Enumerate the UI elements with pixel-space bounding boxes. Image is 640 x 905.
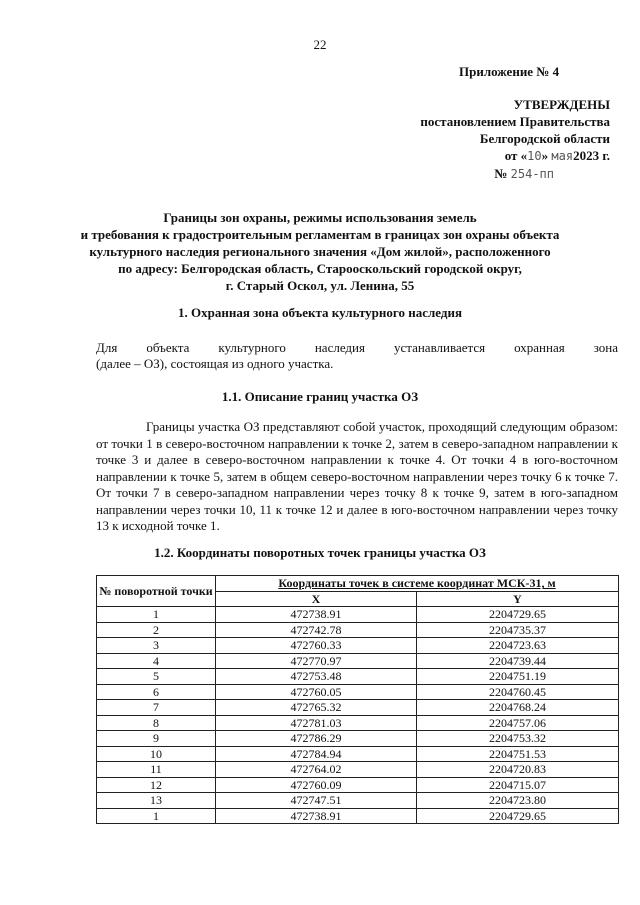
cell-y: 2204751.53: [417, 746, 619, 762]
section-1-paragraph-line-1: Для объекта культурного наследия устанавливается охранная зона: [96, 340, 618, 355]
approval-heading: УТВЕРЖДЕНЫ: [513, 97, 610, 112]
title-line: г. Старый Оскол, ул. Ленина, 55: [225, 278, 415, 293]
cell-point: 4: [97, 653, 216, 669]
cell-point: 8: [97, 715, 216, 731]
cell-y: 2204751.19: [417, 669, 619, 685]
table-row: [97, 777, 619, 793]
cell-x: 472781.03: [216, 715, 417, 731]
number-prefix: №: [494, 166, 511, 181]
table-row: [97, 700, 619, 716]
cell-point: 9: [97, 731, 216, 747]
cell-point: 2: [97, 622, 216, 638]
cell-x: 472747.51: [216, 793, 417, 809]
date-mid: »: [541, 148, 552, 163]
table-row: [97, 669, 619, 685]
section-1-1-paragraph: Границы участка ОЗ представляют собой участок, проходящий следующим образом: от точки 1 в северо-восточном направлении к точке 2, затем в северо-западном направлении к точке 3 и далее в северо-восточном направлении к точке 4. От точки 4 в юго-восточном направлении к точке 5, затем в общем северо-восточном направлении через точку 6 к точке 7. От точки 7 в северо-западном направлении через точку 8 к точке 9, затем в юго-западном направлении через точки 10, 11 к точке 12 и далее в юго-восточном направлении через точку 13 к исходной точке 1.: [96, 419, 618, 533]
number-value: 254-пп: [510, 167, 554, 181]
cell-x: 472738.91: [216, 808, 417, 824]
table-row: [97, 762, 619, 778]
table-row: [97, 638, 619, 654]
cell-x: 472784.94: [216, 746, 417, 762]
table-row: [97, 607, 619, 623]
document-title: [60, 209, 580, 294]
cell-point: 1: [97, 607, 216, 623]
approval-line-2: Белгородской области: [479, 131, 610, 146]
table-row: [97, 622, 619, 638]
date-year: 2023 г.: [573, 148, 610, 163]
table-row: [97, 715, 619, 731]
appendix-label: Приложение № 4: [459, 64, 560, 79]
date-month: мая: [551, 149, 574, 163]
table-row: [97, 684, 619, 700]
cell-point: 7: [97, 700, 216, 716]
cell-y: 2204739.44: [417, 653, 619, 669]
cell-y: 2204729.65: [417, 607, 619, 623]
approval-line-1: постановлением Правительства: [420, 114, 610, 129]
cell-y: 2204723.63: [417, 638, 619, 654]
header-coordinates: Координаты точек в системе координат МСК-31, м: [216, 576, 619, 592]
page-number: 22: [313, 37, 327, 52]
cell-x: 472760.09: [216, 777, 417, 793]
header-x: X: [216, 591, 417, 607]
cell-x: 472764.02: [216, 762, 417, 778]
cell-x: 472786.29: [216, 731, 417, 747]
cell-x: 472770.97: [216, 653, 417, 669]
approval-number: [390, 165, 610, 183]
cell-point: 12: [97, 777, 216, 793]
cell-y: 2204760.45: [417, 684, 619, 700]
cell-y: 2204729.65: [417, 808, 619, 824]
approval-date: [390, 147, 610, 165]
section-1-paragraph-line-2: (далее – ОЗ), состоящая из одного участка.: [96, 356, 334, 371]
section-1-2-heading: 1.2. Координаты поворотных точек границы участка ОЗ: [154, 545, 486, 560]
cell-x: 472738.91: [216, 607, 417, 623]
cell-y: 2204720.83: [417, 762, 619, 778]
approval-block: [390, 96, 610, 183]
table-row: [97, 731, 619, 747]
coordinates-table: [96, 575, 619, 824]
section-1-1-heading: 1.1. Описание границ участка ОЗ: [221, 389, 419, 404]
cell-x: 472742.78: [216, 622, 417, 638]
cell-point: 5: [97, 669, 216, 685]
cell-y: 2204768.24: [417, 700, 619, 716]
cell-y: 2204723.80: [417, 793, 619, 809]
header-point-number: № поворотной точки: [97, 576, 216, 607]
table-row: [97, 793, 619, 809]
cell-y: 2204753.32: [417, 731, 619, 747]
date-prefix: от «: [504, 148, 528, 163]
table-row: [97, 746, 619, 762]
cell-point: 1: [97, 808, 216, 824]
title-line: и требования к градостроительным регламентам в границах зон охраны объекта: [80, 227, 560, 242]
cell-x: 472760.33: [216, 638, 417, 654]
section-1-heading: 1. Охранная зона объекта культурного наследия: [178, 305, 462, 320]
cell-x: 472765.32: [216, 700, 417, 716]
cell-x: 472753.48: [216, 669, 417, 685]
title-line: Границы зон охраны, режимы использования земель: [163, 210, 477, 225]
cell-point: 11: [97, 762, 216, 778]
coordinates-table-body: [97, 607, 619, 824]
cell-point: 6: [97, 684, 216, 700]
title-line: культурного наследия регионального значения «Дом жилой», расположенного: [89, 244, 551, 259]
cell-point: 3: [97, 638, 216, 654]
cell-y: 2204757.06: [417, 715, 619, 731]
cell-point: 13: [97, 793, 216, 809]
cell-y: 2204735.37: [417, 622, 619, 638]
title-line: по адресу: Белгородская область, Старооскольский городской округ,: [118, 261, 522, 276]
cell-x: 472760.05: [216, 684, 417, 700]
table-row: [97, 653, 619, 669]
cell-y: 2204715.07: [417, 777, 619, 793]
date-day: 10: [527, 149, 542, 163]
header-y: Y: [417, 591, 619, 607]
cell-point: 10: [97, 746, 216, 762]
table-row: [97, 808, 619, 824]
